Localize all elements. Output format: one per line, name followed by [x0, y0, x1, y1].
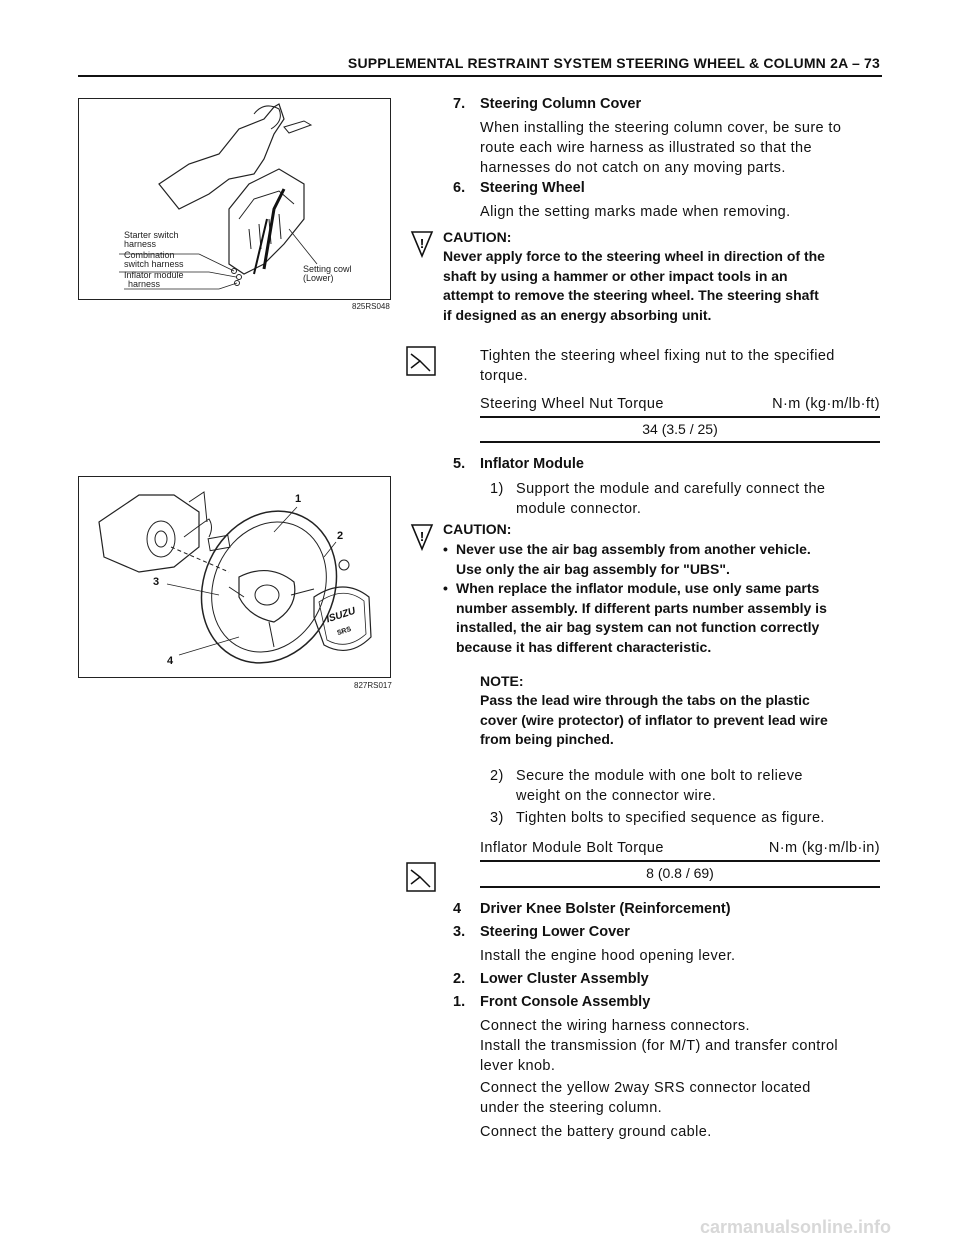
svg-text:!: ! [419, 529, 425, 544]
label-setting-cowl: Setting cowl (Lower) [303, 264, 352, 283]
step-7-title: Steering Column Cover [480, 96, 642, 112]
caution-1-text: Never apply force to the steering wheel in direction of the shaft by using a hammer or other impact tools in an attempt to remove the steering wheel. The steering shaft if designed as an energy absorbing unit. [443, 248, 825, 323]
figure-inflator-module [78, 476, 391, 678]
caution-1-label: CAUTION: [443, 229, 512, 245]
step-6-number: 6. [453, 180, 466, 196]
torque-wrench-icon [406, 346, 436, 376]
step-5-sub1-text: Support the module and carefully connect the module connector. [516, 481, 826, 517]
torque-2-value: 8 (0.8 / 69) [646, 865, 714, 881]
step-5-title: Inflator Module [480, 456, 584, 472]
figure1-code: 825RS048 [352, 302, 390, 311]
caution-icon-2 [410, 523, 434, 551]
caution-2-label: CAUTION: [443, 521, 512, 537]
step-4-number: 4 [453, 901, 462, 917]
isuzu-logo: ISUZU [325, 605, 357, 626]
torque-2-bottom-rule [480, 886, 880, 888]
step-1-body-3: Connect the battery ground cable. [480, 1124, 712, 1140]
torque-1-bottom-rule [480, 441, 880, 443]
watermark: carmanualsonline.info [700, 1217, 892, 1237]
step-4-title: Driver Knee Bolster (Reinforcement) [480, 901, 731, 917]
header-rule [78, 75, 882, 77]
step-1-body-2: Connect the yellow 2way SRS connector located under the steering column. [480, 1080, 811, 1116]
srs-emblem: SRS [336, 625, 353, 638]
svg-text:!: ! [419, 236, 425, 251]
caution-2-bullet-1: Never use the air bag assembly from another vehicle. Use only the air bag assembly for "UBS". [456, 541, 811, 577]
torque-1-unit: N·m (kg·m/lb·ft) [772, 396, 880, 412]
caution-2-bullet-marker-1: • [443, 541, 448, 557]
torque-2-unit: N·m (kg·m/lb·in) [768, 840, 880, 856]
callout-1: 1 [295, 493, 302, 505]
step-3-title: Steering Lower Cover [480, 924, 630, 940]
step-6-title: Steering Wheel [480, 180, 585, 196]
step-5-sub2-text: Secure the module with one bolt to relieve weight on the connector wire. [516, 768, 803, 804]
figure2-code: 827RS017 [354, 681, 392, 690]
label-inflator-harness: Inflator module harness [124, 270, 184, 289]
callout-2: 2 [337, 530, 344, 542]
page-header-title: SUPPLEMENTAL RESTRAINT SYSTEM STEERING WHEEL & COLUMN 2A – 73 [347, 55, 880, 71]
step-5-sub2-number: 2) [490, 768, 504, 784]
step-2-number: 2. [453, 971, 466, 987]
step-7-number: 7. [453, 96, 466, 112]
caution-2-bullet-2: When replace the inflator module, use only same parts number assembly. If different parts number assembly is installed, the air bag system can not function correctly because it has different characteristic. [456, 580, 827, 655]
step-6-body: Align the setting marks made when removing. [480, 204, 791, 220]
callout-3: 3 [153, 576, 160, 588]
figure-steering-column-cover [78, 98, 391, 300]
step-5-sub3-text: Tighten bolts to specified sequence as figure. [516, 810, 825, 826]
torque-note: Tighten the steering wheel fixing nut to the specified torque. [480, 348, 835, 384]
torque-1-value: 34 (3.5 / 25) [642, 421, 718, 437]
torque-1-label: Steering Wheel Nut Torque [480, 396, 664, 412]
torque-2-label: Inflator Module Bolt Torque [480, 840, 664, 856]
torque-2-top-rule [480, 860, 880, 862]
step-5-sub3-number: 3) [490, 810, 504, 826]
step-1-title: Front Console Assembly [480, 994, 651, 1010]
note-label: NOTE: [480, 673, 524, 689]
step-5-sub1-number: 1) [490, 481, 504, 497]
step-7-body: When installing the steering column cover, be sure to route each wire harness as illustrated so that the harnesses do not catch on any moving parts. [480, 120, 842, 176]
step-3-body: Install the engine hood opening lever. [480, 948, 736, 964]
steering-wheel-illustration [79, 477, 390, 677]
step-3-number: 3. [453, 924, 466, 940]
torque-wrench-icon-2 [406, 862, 436, 892]
caution-2-bullet-marker-2: • [443, 580, 448, 596]
step-5-number: 5. [453, 456, 466, 472]
note-text: Pass the lead wire through the tabs on the plastic cover (wire protector) of inflator to prevent lead wire from being pinched. [480, 692, 828, 747]
torque-1-top-rule [480, 416, 880, 418]
step-2-title: Lower Cluster Assembly [480, 971, 649, 987]
step-1-number: 1. [453, 994, 466, 1010]
label-combination-switch: Combination switch harness [124, 250, 184, 269]
step-1-body: Connect the wiring harness connectors. Install the transmission (for M/T) and transfer control lever knob. [480, 1018, 839, 1074]
label-starter-switch: Starter switch harness [124, 230, 179, 249]
callout-4: 4 [167, 655, 174, 667]
caution-icon [410, 230, 434, 258]
